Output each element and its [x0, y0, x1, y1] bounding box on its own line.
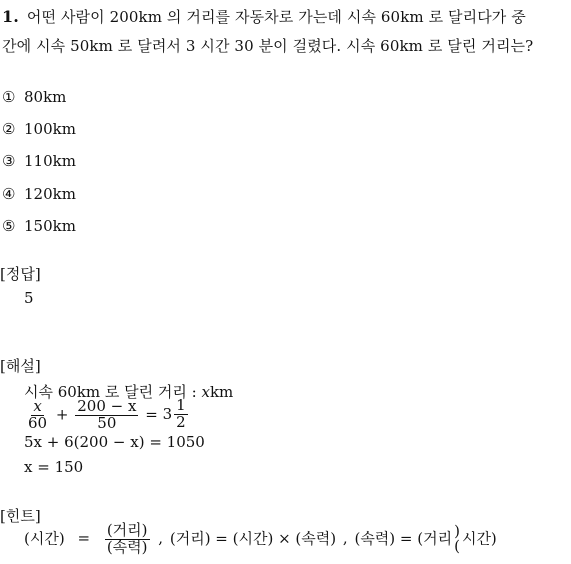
choice-mark: ⑤	[2, 217, 16, 235]
hint-heading: [힌트]	[0, 507, 41, 525]
hint-relation-3-fraction	[452, 521, 462, 556]
solution-line-1-unit: km	[209, 383, 234, 401]
fraction-denominator: (	[454, 537, 460, 556]
equals-sign: =	[145, 405, 158, 424]
fraction-200-minus-x-over-50	[75, 399, 138, 432]
answer-value: 5	[24, 289, 34, 307]
hint-formula	[24, 523, 497, 556]
choice-text: 120km	[24, 185, 76, 203]
hint-relation-3-lhs: (속력) = (거리	[354, 529, 453, 548]
choice-mark: ①	[2, 88, 16, 106]
choice-4[interactable]	[2, 185, 76, 203]
choice-3[interactable]	[2, 152, 76, 170]
fraction-denominator: 2	[176, 412, 186, 431]
answer-heading: [정답]	[0, 265, 41, 283]
solution-heading: [해설]	[0, 357, 41, 375]
choice-text: 110km	[24, 152, 76, 170]
choice-text: 100km	[24, 120, 76, 138]
choice-1[interactable]	[2, 88, 66, 106]
fraction-denominator: 60	[28, 413, 48, 432]
fraction-numerator: 1	[176, 396, 186, 414]
equals-sign: =	[77, 529, 91, 548]
choice-text: 150km	[24, 217, 76, 235]
fraction-numerator: )	[454, 521, 460, 540]
hint-relation-2: (거리) = (시간) × (속력)	[169, 529, 337, 548]
question-number: 1.	[2, 7, 19, 26]
hint-lhs: (시간)	[24, 529, 65, 548]
choice-2[interactable]	[2, 120, 76, 138]
hint-relation-3-rhs: 시간)	[461, 529, 497, 548]
choice-text: 80km	[24, 88, 67, 106]
fraction-numerator: 200 − x	[77, 397, 137, 415]
question-text-1: 어떤 사람이 200km 의 거리를 자동차로 가는데 시속 60km 로 달리다가 중	[26, 8, 526, 26]
solution-equation-3: x = 150	[24, 458, 84, 476]
fraction-denominator: 50	[97, 413, 117, 432]
question-line-1	[2, 6, 526, 27]
fraction-distance-over-speed	[105, 523, 150, 556]
plus-sign: +	[55, 405, 69, 424]
mixed-whole: 3	[162, 405, 173, 424]
comma: ,	[158, 529, 164, 548]
solution-line-1-text: 시속 60km 로 달린 거리 :	[24, 383, 202, 401]
choice-5[interactable]	[2, 217, 76, 235]
comma: ,	[342, 529, 348, 548]
mixed-fraction	[174, 398, 188, 431]
fraction-x-over-60	[26, 399, 49, 432]
solution-equation-2: 5x + 6(200 − x) = 1050	[24, 433, 205, 451]
choice-mark: ③	[2, 152, 16, 170]
mixed-number	[163, 398, 190, 431]
choice-mark: ④	[2, 185, 16, 203]
fraction-numerator: x	[33, 397, 42, 415]
choice-mark: ②	[2, 120, 16, 138]
question-line-2: 간에 시속 50km 로 달려서 3 시간 30 분이 걸렸다. 시속 60km 로 달린 거리는?	[2, 37, 534, 55]
solution-line-1-var: x	[201, 383, 210, 401]
fraction-denominator: (속력)	[106, 537, 148, 556]
solution-equation-1	[24, 398, 190, 432]
fraction-numerator: (거리)	[106, 521, 148, 539]
